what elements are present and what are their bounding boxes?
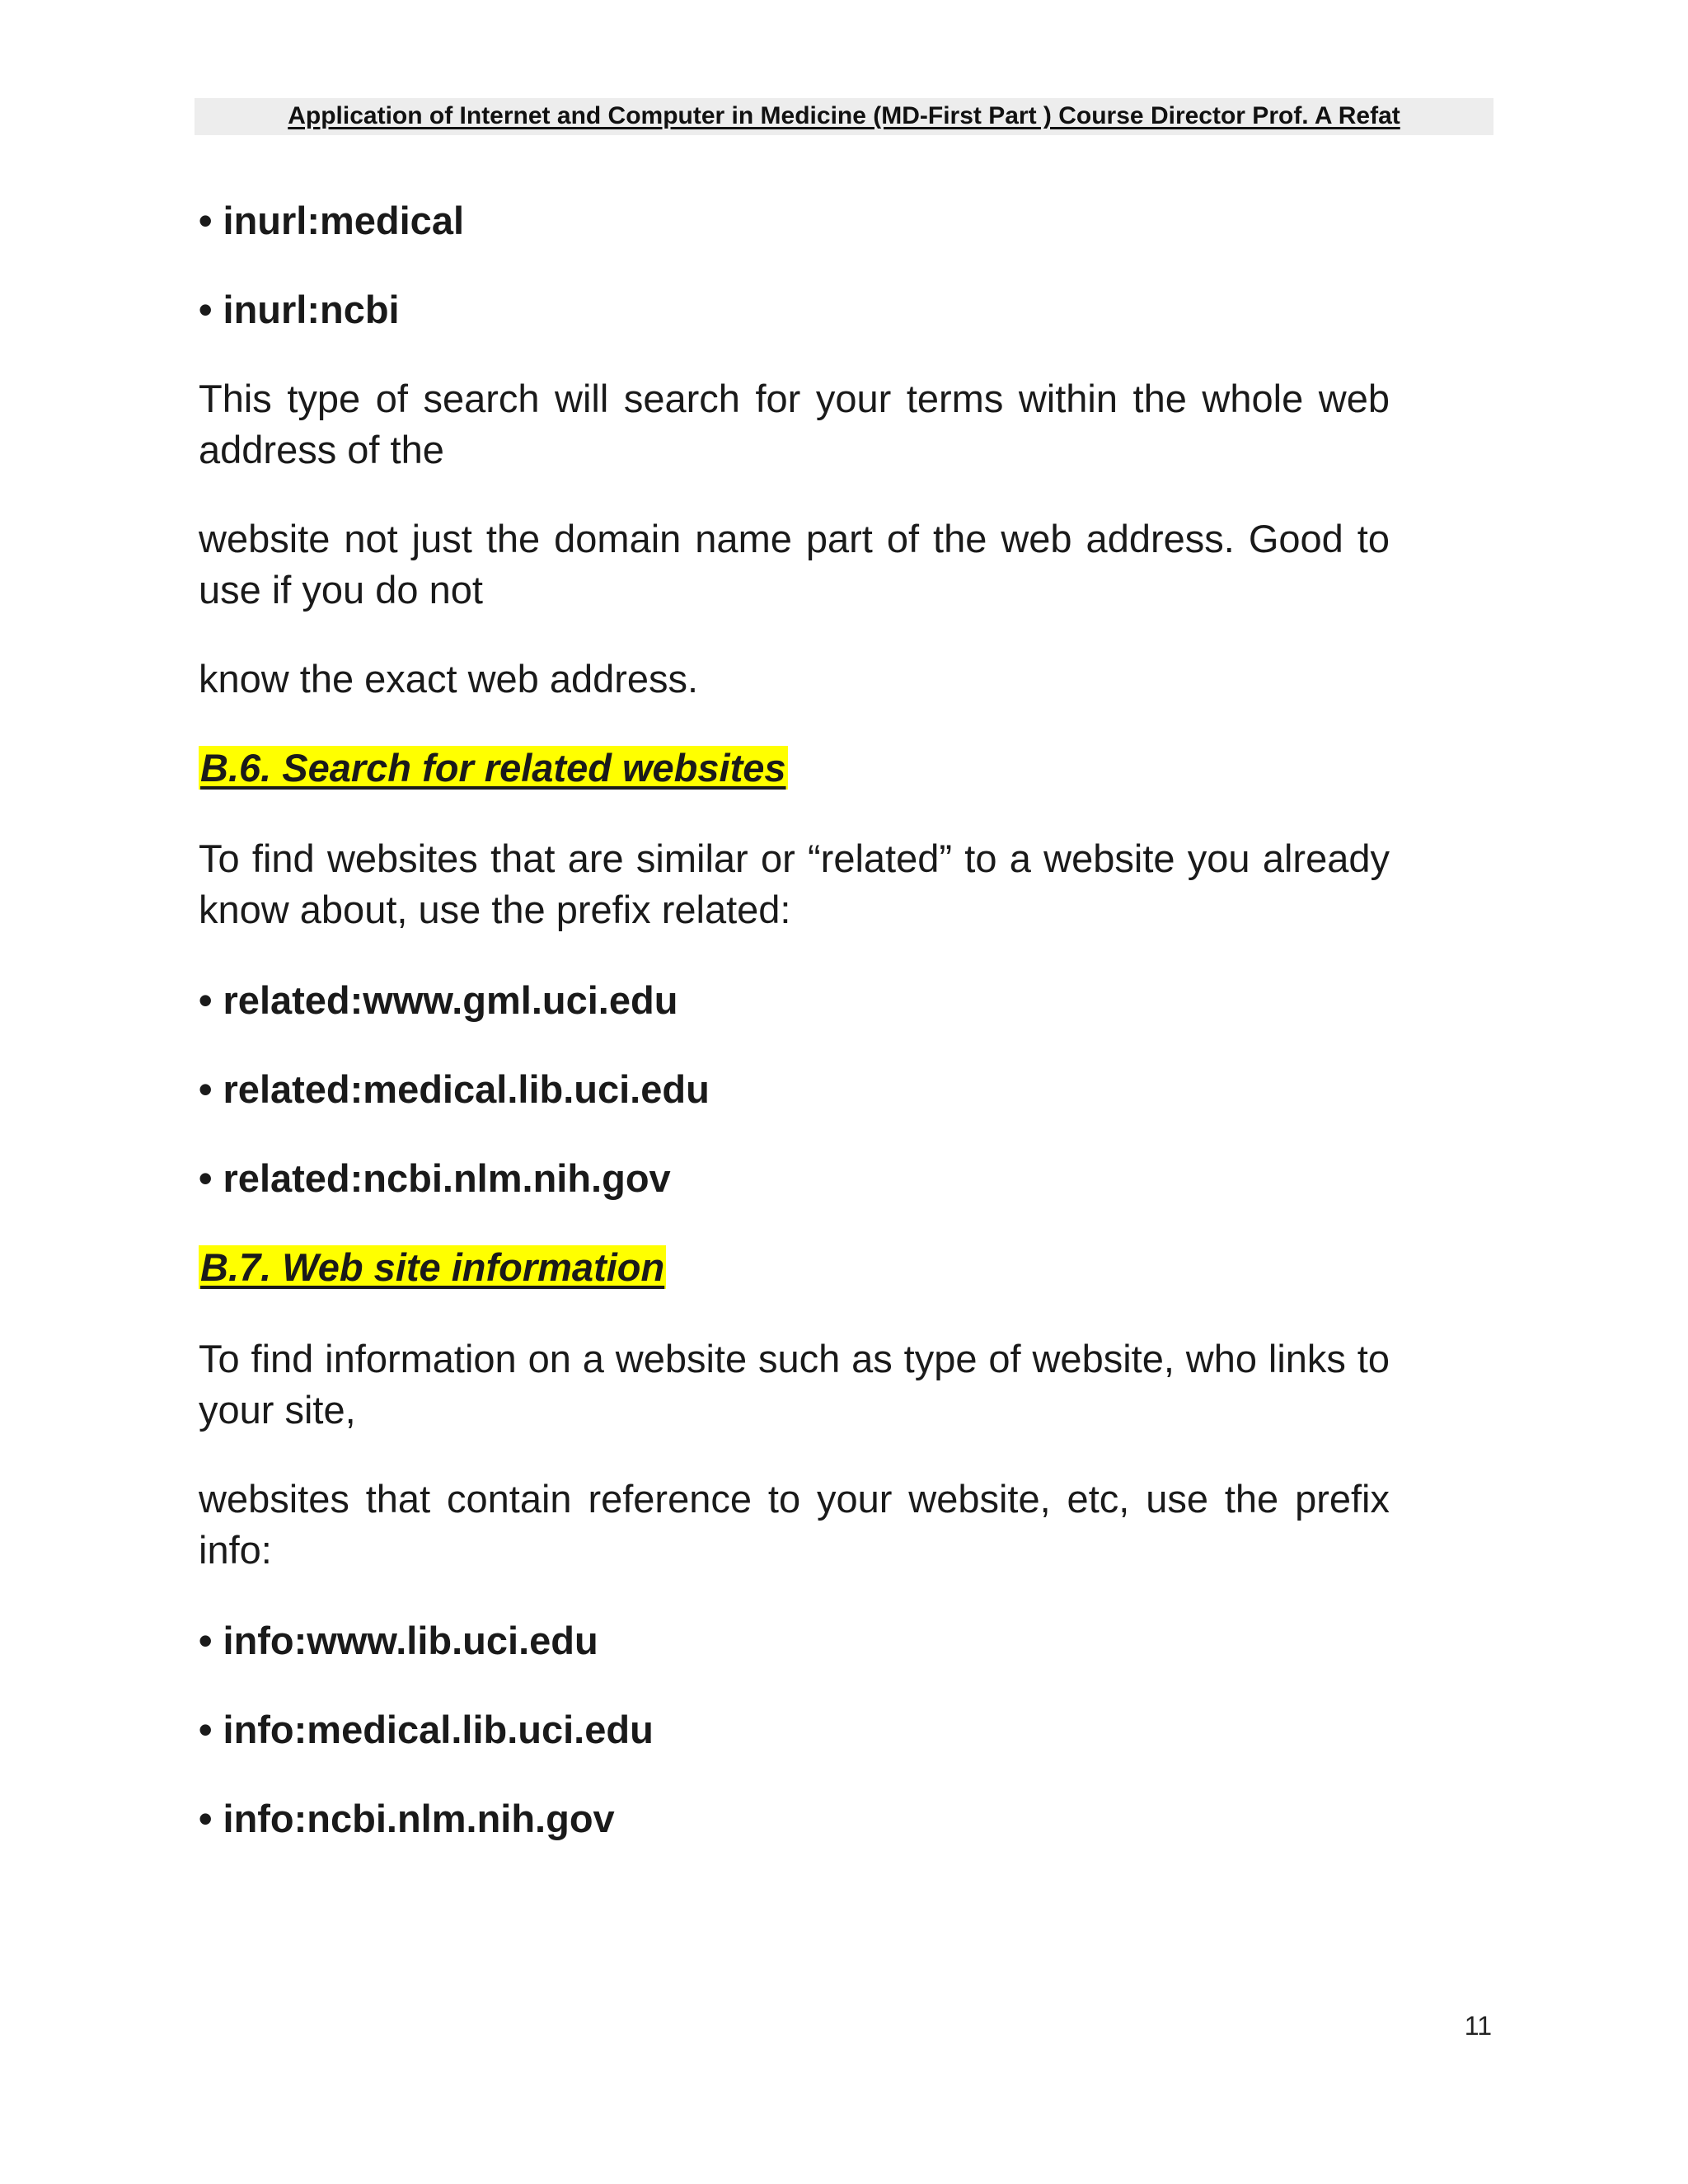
bullet-info-ncbi: • info:ncbi.nlm.nih.gov bbox=[199, 1797, 615, 1840]
page-header-title: Application of Internet and Computer in Medicine (MD-First Part ) Course Director Prof. A Refat bbox=[288, 102, 1400, 129]
heading-b7-text: B.7. Web site information bbox=[200, 1245, 665, 1289]
section-heading-b6 bbox=[199, 743, 1390, 794]
paragraph-info-intro-2: websites that contain reference to your website, etc, use the prefix info: bbox=[199, 1477, 1390, 1572]
bullet-related-ncbi: • related:ncbi.nlm.nih.gov bbox=[199, 1156, 671, 1200]
paragraph-related-intro: To find websites that are similar or “related” to a website you already know about, use the prefix related: bbox=[199, 837, 1390, 931]
bullet-inurl-ncbi: • inurl:ncbi bbox=[199, 288, 400, 331]
bullet-related-medical: • related:medical.lib.uci.edu bbox=[199, 1067, 710, 1111]
bullet-related-gml: • related:www.gml.uci.edu bbox=[199, 978, 678, 1022]
paragraph-inurl-2: website not just the domain name part of the web address. Good to use if you do not bbox=[199, 517, 1390, 612]
paragraph-inurl-1: This type of search will search for your terms within the whole web address of the bbox=[199, 377, 1390, 471]
bullet-inurl-medical: • inurl:medical bbox=[199, 199, 465, 242]
paragraph-info-intro-1: To find information on a website such as type of website, who links to your site, bbox=[199, 1337, 1390, 1432]
bullet-info-medical: • info:medical.lib.uci.edu bbox=[199, 1708, 654, 1751]
bullet-info-lib: • info:www.lib.uci.edu bbox=[199, 1619, 598, 1662]
section-heading-b7 bbox=[199, 1242, 1390, 1293]
paragraph-inurl-3: know the exact web address. bbox=[199, 657, 699, 701]
heading-b6-text: B.6. Search for related websites bbox=[200, 746, 786, 790]
page-number: 11 bbox=[1464, 2011, 1492, 2041]
